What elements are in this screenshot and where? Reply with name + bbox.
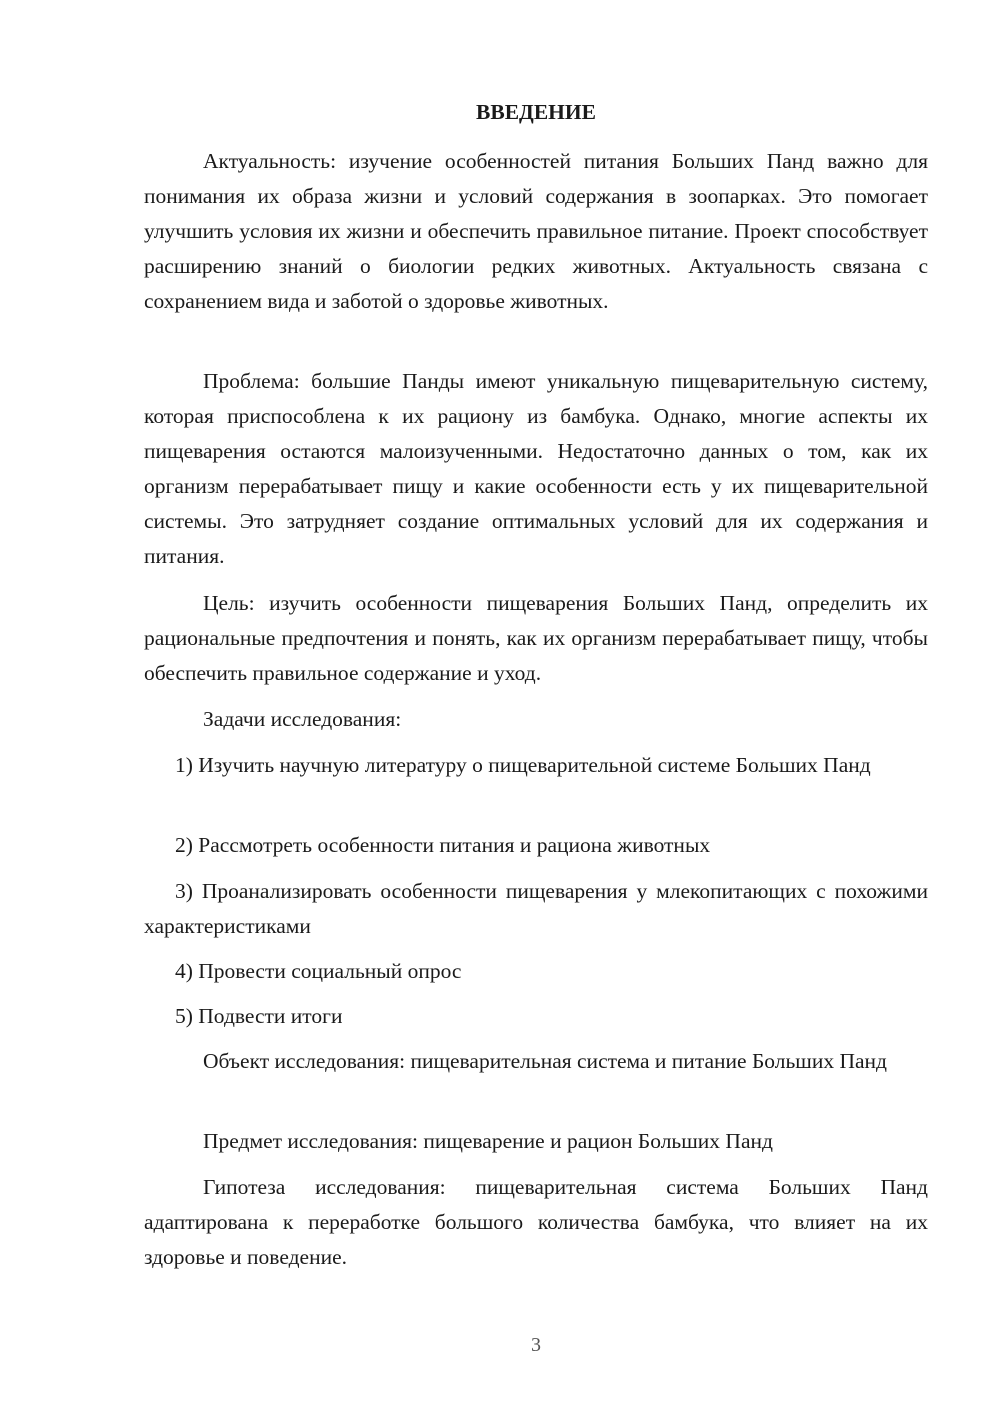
paragraph-goal: Цель: изучить особенности пищеварения Больших Панд, определить их рациональные предпочтения и понять, как их организм перерабатывает пищу, чтобы обеспечить правильное содержание и уход. xyxy=(144,591,928,685)
task-item-1: 1) Изучить научную литературу о пищеварительной системе Больших Панд xyxy=(175,753,871,777)
paragraph-subject: Предмет исследования: пищеварение и рацион Больших Панд xyxy=(203,1129,773,1153)
task-item-4: 4) Провести социальный опрос xyxy=(175,959,462,983)
tasks-heading: Задачи исследования: xyxy=(203,707,402,731)
task-item-3: 3) Проанализировать особенности пищеварения у млекопитающих с похожими характеристиками xyxy=(144,879,928,938)
paragraph-relevance: Актуальность: изучение особенностей питания Больших Панд важно для понимания их образа жизни и условий содержания в зоопарках. Это помогает улучшить условия их жизни и обеспечить правильное питание. Проект способствует расширению знаний о биологии редких животных. Актуальность связана с сохранением вида и заботой о здоровье животных. xyxy=(144,149,928,313)
paragraph-problem: Проблема: большие Панды имеют уникальную пищеварительную систему, которая приспособлена к их рациону из бамбука. Однако, многие аспекты их пищеварения остаются малоизученными. Недостаточно данных о том, как их организм перерабатывает пищу и какие особенности есть у их пищеварительной системы. Это затрудняет создание оптимальных условий для их содержания и питания. xyxy=(144,369,928,568)
task-item-5: 5) Подвести итоги xyxy=(175,1004,343,1028)
page-title: ВВЕДЕНИЕ xyxy=(476,100,596,124)
task-item-2: 2) Рассмотреть особенности питания и рациона животных xyxy=(175,833,711,857)
page-number: 3 xyxy=(531,1334,541,1356)
paragraph-hypothesis: Гипотеза исследования: пищеварительная система Больших Панд адаптирована к переработке большого количества бамбука, что влияет на их здоровье и поведение. xyxy=(144,1175,928,1269)
paragraph-object: Объект исследования: пищеварительная система и питание Больших Панд xyxy=(203,1049,887,1073)
